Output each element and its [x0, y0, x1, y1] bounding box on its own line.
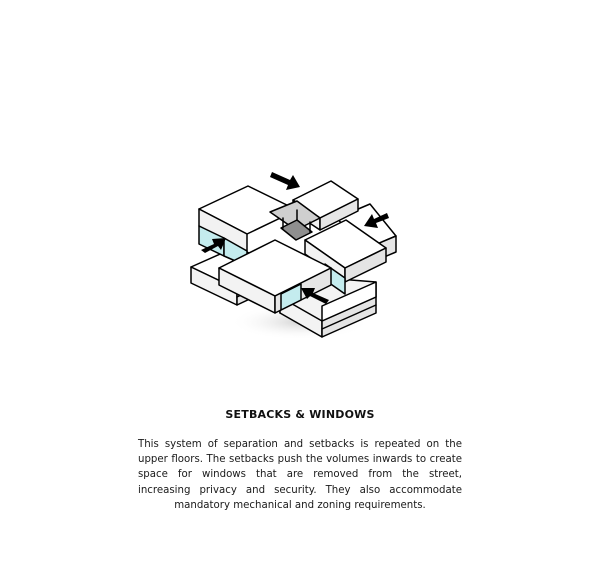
caption-title: SETBACKS & WINDOWS [225, 408, 375, 421]
caption-body: This system of separation and setbacks is repeated on the upper floors. The setbacks push the volumes inwards to create space for windows that are removed from the street, increasing privacy and security. They also accommodate mandatory mechanical and zoning requirements. [138, 439, 462, 511]
setback-arrow-top-left [270, 172, 300, 190]
